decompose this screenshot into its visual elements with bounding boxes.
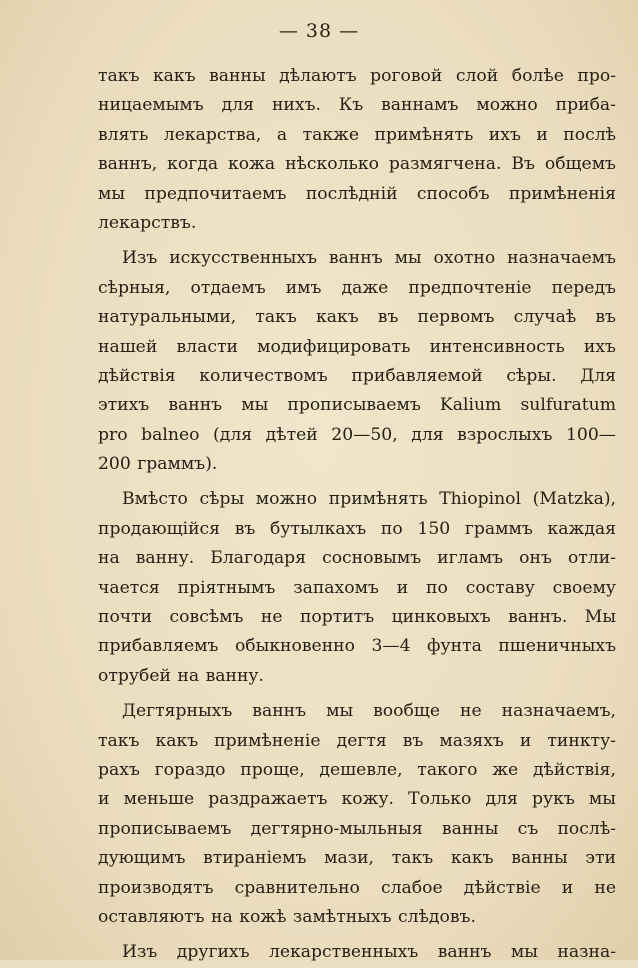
text-line: отрубей на ванну. [98, 665, 264, 686]
text-line: Изъ искусственныхъ ваннъ мы охотно назначаемъ [122, 248, 616, 269]
text-line: нашей власти модифицировать интенсивность ихъ [98, 336, 616, 357]
paragraph [98, 62, 616, 238]
text-line: этихъ ваннъ мы прописываемъ Kalium sulfuratum [98, 395, 616, 416]
text-line: рахъ гораздо проще, дешевле, такого же дѣйствія, [98, 759, 616, 780]
text-line: и меньше раздражаетъ кожу. Только для рукъ мы [98, 789, 616, 810]
text-line: дующимъ втираніемъ мази, такъ какъ ванны эти [98, 848, 616, 869]
text-line: ницаемымъ для нихъ. Къ ваннамъ можно приба- [98, 95, 616, 116]
text-line: 200 граммъ). [98, 454, 218, 475]
text-line: производятъ сравнительно слабое дѣйствіе и не [98, 877, 616, 898]
page-body [98, 62, 616, 968]
text-line: pro balneo (для дѣтей 20—50, для взрослыхъ 100— [98, 424, 616, 445]
text-line: влять лекарства, а также примѣнять ихъ и послѣ [98, 124, 616, 145]
text-line: такъ какъ примѣненіе дегтя въ мазяхъ и тинкту- [98, 730, 616, 751]
page-number: — 38 — [278, 20, 360, 42]
text-line: натуральными, такъ какъ въ первомъ случаѣ въ [98, 307, 616, 328]
paragraph [98, 244, 616, 479]
text-line: прибавляемъ обыкновенно 3—4 фунта пшеничныхъ [98, 636, 616, 657]
text-line: сѣрныя, отдаемъ имъ даже предпочтеніе передъ [98, 277, 616, 298]
text-line: дѣйствія количествомъ прибавляемой сѣры. Для [98, 365, 616, 386]
paragraph [98, 938, 616, 967]
text-line: ваннъ, когда кожа нѣсколько размягчена. Въ общемъ [98, 154, 616, 175]
text-line: почти совсѣмъ не портитъ цинковыхъ ваннъ. Мы [98, 607, 616, 628]
text-line: Дегтярныхъ ваннъ мы вообще не назначаемъ, [122, 701, 616, 722]
text-line: лекарствъ. [98, 212, 197, 233]
paragraph [98, 485, 616, 691]
text-line: оставляютъ на кожѣ замѣтныхъ слѣдовъ. [98, 906, 476, 927]
text-line: на ванну. Благодаря сосновымъ игламъ онъ отли- [98, 548, 616, 569]
text-line: продающійся въ бутылкахъ по 150 граммъ каждая [98, 518, 616, 539]
text-line: Изъ другихъ лекарственныхъ ваннъ мы назна- [122, 942, 616, 963]
text-line: мы предпочитаемъ послѣдній способъ примѣненія [98, 183, 616, 204]
paragraph [98, 697, 616, 932]
text-line: Вмѣсто сѣры можно примѣнять Thiopinol (Matzka), [122, 489, 616, 510]
text-line: такъ какъ ванны дѣлаютъ роговой слой болѣе про- [98, 66, 616, 86]
text-line: прописываемъ дегтярно-мыльныя ванны съ послѣ- [98, 818, 616, 839]
text-line: чается пріятнымъ запахомъ и по составу своему [98, 577, 616, 598]
